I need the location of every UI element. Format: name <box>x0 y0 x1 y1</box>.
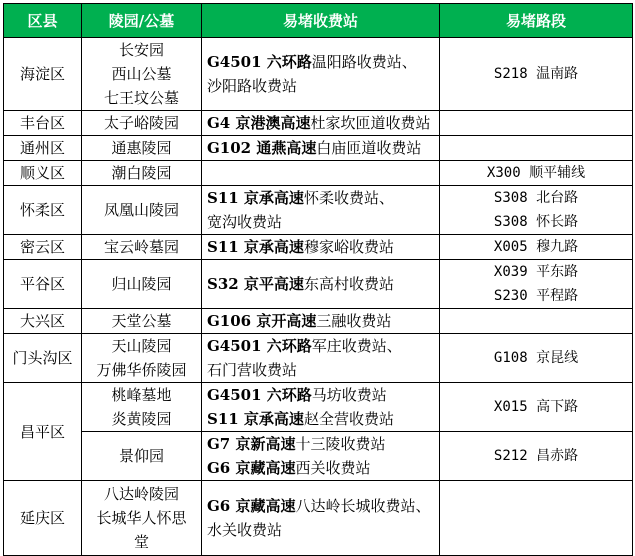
district-cell: 大兴区 <box>4 309 82 334</box>
toll-cell <box>202 334 440 383</box>
cemetery-traffic-table <box>3 3 633 556</box>
toll-cell <box>202 383 440 432</box>
road-section: G108 京昆线 <box>493 350 579 366</box>
table-row <box>4 161 633 186</box>
toll-line <box>207 432 435 456</box>
toll-line <box>207 518 435 542</box>
district-cell: 延庆区 <box>4 481 82 556</box>
district-cell: 顺义区 <box>4 161 82 186</box>
toll-station-name: 温阳路收费站、 <box>311 53 417 71</box>
toll-line <box>207 358 435 382</box>
cemetery-name: 太子峪陵园 <box>103 114 179 132</box>
cemetery-cell <box>82 186 202 235</box>
toll-cell <box>202 38 440 111</box>
toll-station-name: 石门营收费站 <box>207 361 298 379</box>
cemetery-cell <box>82 260 202 309</box>
cemetery-name: 西山公墓 <box>111 65 172 83</box>
cemetery-cell <box>82 309 202 334</box>
toll-station-name: 杜家坎匝道收费站 <box>310 114 431 132</box>
cemetery-name: 桃峰墓地 <box>111 386 172 404</box>
header-toll-station: 易堵收费站 <box>202 4 440 38</box>
cemetery-name: 堂 <box>133 533 149 551</box>
cemetery-cell <box>82 383 202 432</box>
road-section: X015 高下路 <box>493 399 579 415</box>
district-cell: 昌平区 <box>4 383 82 481</box>
toll-line <box>207 210 435 234</box>
road-cell <box>440 235 633 260</box>
cemetery-name: 归山陵园 <box>111 275 172 293</box>
cemetery-name: 宝云岭墓园 <box>103 238 179 256</box>
road-section: S308 北台路 <box>493 190 579 206</box>
toll-cell <box>202 260 440 309</box>
cemetery-cell <box>82 432 202 481</box>
cemetery-name: 凤凰山陵园 <box>103 201 179 219</box>
cemetery-name: 天山陵园 <box>111 337 172 355</box>
road-section: X039 平东路 <box>493 264 579 280</box>
road-section: S308 怀长路 <box>493 214 579 230</box>
header-row <box>4 4 633 38</box>
toll-line <box>207 407 435 431</box>
district-cell: 密云区 <box>4 235 82 260</box>
table-row <box>4 38 633 111</box>
highway-name: G7 京新高速 <box>207 435 296 453</box>
highway-name: G6 京藏高速 <box>207 497 296 515</box>
road-cell <box>440 186 633 235</box>
road-cell <box>440 309 633 334</box>
road-section: S212 昌赤路 <box>493 448 579 464</box>
table-row <box>4 481 633 556</box>
toll-station-name: 西关收费站 <box>295 459 371 477</box>
road-cell <box>440 161 633 186</box>
toll-line <box>207 272 435 296</box>
cemetery-name: 万佛华侨陵园 <box>96 361 187 379</box>
highway-name: G4501 六环路 <box>207 337 312 355</box>
toll-station-name: 沙阳路收费站 <box>207 77 298 95</box>
toll-cell <box>202 136 440 161</box>
table-row <box>4 186 633 235</box>
table-row <box>4 111 633 136</box>
cemetery-cell <box>82 38 202 111</box>
district-cell: 怀柔区 <box>4 186 82 235</box>
cemetery-name: 八达岭陵园 <box>103 485 179 503</box>
toll-cell <box>202 186 440 235</box>
cemetery-name: 长城华人怀思 <box>96 509 187 527</box>
toll-line <box>207 456 435 480</box>
toll-station-name: 白庙匝道收费站 <box>316 139 422 157</box>
road-section: X300 顺平辅线 <box>486 165 586 181</box>
highway-name: S32 京平高速 <box>207 275 304 293</box>
highway-name: S11 京承高速 <box>207 410 304 428</box>
cemetery-cell <box>82 235 202 260</box>
toll-cell <box>202 432 440 481</box>
toll-line <box>207 74 435 98</box>
cemetery-name: 通惠陵园 <box>111 139 172 157</box>
district-cell: 通州区 <box>4 136 82 161</box>
toll-station-name: 宽沟收费站 <box>207 213 283 231</box>
highway-name: G4501 六环路 <box>207 53 312 71</box>
district-cell: 丰台区 <box>4 111 82 136</box>
header-district: 区县 <box>4 4 82 38</box>
cemetery-name: 天堂公墓 <box>111 312 172 330</box>
cemetery-cell <box>82 111 202 136</box>
highway-name: G106 京开高速 <box>207 312 317 330</box>
table-row <box>4 383 633 432</box>
cemetery-cell <box>82 481 202 556</box>
table-row <box>4 235 633 260</box>
road-section: S218 温南路 <box>493 66 579 82</box>
toll-line <box>207 334 435 358</box>
toll-cell <box>202 111 440 136</box>
cemetery-cell <box>82 136 202 161</box>
highway-name: G4501 六环路 <box>207 386 312 404</box>
table-body <box>4 38 633 556</box>
highway-name: S11 京承高速 <box>207 189 304 207</box>
toll-line <box>207 50 435 74</box>
toll-station-name: 八达岭长城收费站、 <box>295 497 431 515</box>
toll-line <box>207 494 435 518</box>
toll-station-name: 十三陵收费站 <box>295 435 386 453</box>
road-cell <box>440 136 633 161</box>
toll-cell <box>202 161 440 186</box>
header-cemetery: 陵园/公墓 <box>82 4 202 38</box>
toll-line <box>207 111 435 135</box>
toll-station-name: 军庄收费站、 <box>311 337 402 355</box>
road-section: S230 平程路 <box>493 288 579 304</box>
road-section: X005 穆九路 <box>493 239 579 255</box>
cemetery-cell <box>82 334 202 383</box>
highway-name: S11 京承高速 <box>207 238 304 256</box>
highway-name: G4 京港澳高速 <box>207 114 311 132</box>
district-cell: 海淀区 <box>4 38 82 111</box>
road-cell <box>440 432 633 481</box>
table-row <box>4 309 633 334</box>
table-row <box>4 432 633 481</box>
district-cell: 门头沟区 <box>4 334 82 383</box>
cemetery-name: 七王坟公墓 <box>103 89 179 107</box>
cemetery-name: 炎黄陵园 <box>111 410 172 428</box>
toll-station-name: 水关收费站 <box>207 521 283 539</box>
road-cell <box>440 111 633 136</box>
toll-station-name: 穆家峪收费站 <box>303 238 394 256</box>
toll-cell <box>202 235 440 260</box>
road-cell <box>440 334 633 383</box>
toll-station-name: 赵全营收费站 <box>303 410 394 428</box>
table-row <box>4 334 633 383</box>
highway-name: G102 通燕高速 <box>207 139 317 157</box>
toll-station-name: 怀柔收费站、 <box>303 189 394 207</box>
road-cell <box>440 260 633 309</box>
road-cell <box>440 481 633 556</box>
cemetery-name: 景仰园 <box>118 447 164 465</box>
table-row <box>4 260 633 309</box>
table-row <box>4 136 633 161</box>
toll-line <box>207 235 435 259</box>
highway-name: G6 京藏高速 <box>207 459 296 477</box>
toll-line <box>207 383 435 407</box>
cemetery-cell <box>82 161 202 186</box>
toll-station-name: 三融收费站 <box>316 312 392 330</box>
road-cell <box>440 383 633 432</box>
toll-line <box>207 186 435 210</box>
road-cell <box>440 38 633 111</box>
toll-cell <box>202 481 440 556</box>
toll-line <box>207 309 435 333</box>
toll-line <box>207 136 435 160</box>
toll-cell <box>202 309 440 334</box>
cemetery-name: 长安园 <box>118 41 164 59</box>
toll-station-name: 东高村收费站 <box>303 275 394 293</box>
toll-station-name: 马坊收费站 <box>311 386 387 404</box>
header-road-section: 易堵路段 <box>440 4 633 38</box>
district-cell: 平谷区 <box>4 260 82 309</box>
cemetery-name: 潮白陵园 <box>111 164 172 182</box>
